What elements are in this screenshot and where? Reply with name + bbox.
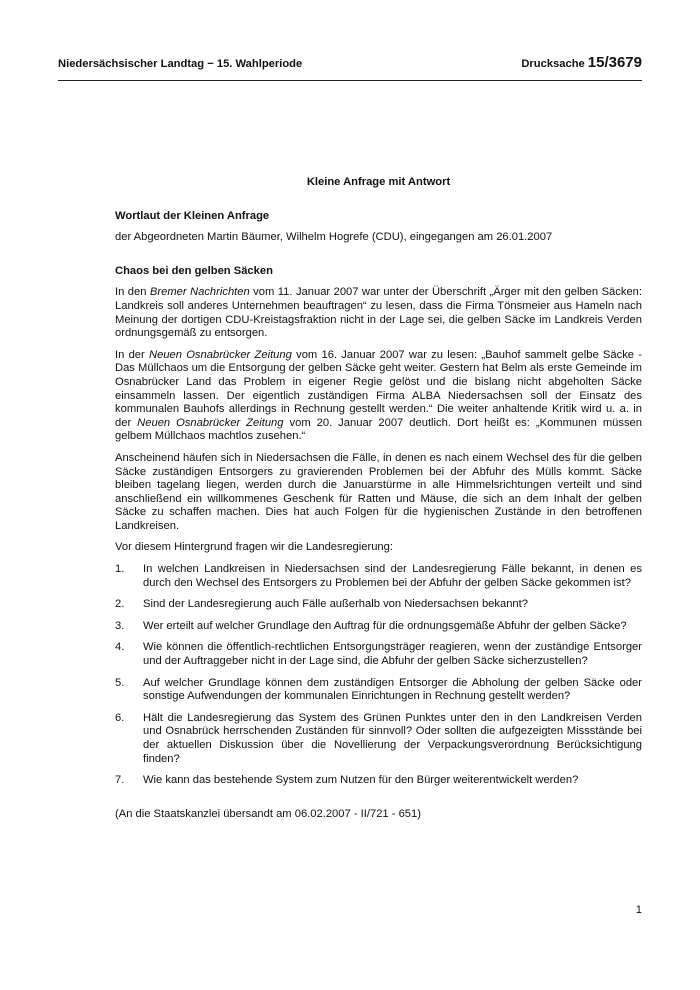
transmittal-note: (An die Staatskanzlei übersandt am 06.02.2007 - II/721 - 651) [115, 807, 421, 820]
paragraph-osnabrueck: In der Neuen Osnabrücker Zeitung vom 16. Januar 2007 war zu lesen: „Bauhof sammelt gelbe Säcke - Das Müllchaos um die Entsorgung der gelben Säcke geht weiter. Gestern hat Belm als erste Gemeinde im Osnabrücker Land das Problem in eigener Regie gelöst und die bislang nicht abgeholten Säcke einsammeln lassen. Der eigentlich zuständigen Firma ALBA Niedersachsen soll der Einsatz des kommunalen Bauhofs allerdings in Rechnung gestellt werden.“ Die weiter anhaltende Kritik wird u. a. in der Neuen Osnabrücker Zeitung vom 20. Januar 2007 deutlich. Dort heißt es: „Kommunen müssen gelbem Müllchaos machtlos zusehen.“ [115, 348, 643, 443]
document-title: Kleine Anfrage mit Antwort [306, 176, 451, 188]
drucksache-label: Drucksache 15/3679 [521, 54, 642, 71]
source-name: Neuen Osnabrücker Zeitung [149, 348, 292, 361]
question-item: 7. Wie kann das bestehende System zum Nutzen für den Bürger weiterentwickelt werden? [115, 774, 579, 787]
page-number: 1 [635, 904, 642, 916]
source-name: Bremer Nachrichten [149, 286, 250, 299]
question-item: 1. In welchen Landkreisen in Niedersachsen sind der Landesregierung Fälle bekannt, in denen es durch den Wechsel des Entsorgers zu Problemen bei der Abfuhr der gelben Säcke gekommen ist? [115, 563, 642, 589]
paragraph-bremer: In den Bremer Nachrichten vom 11. Januar 2007 war unter der Überschrift „Ärger mit den gelben Säcken: Landkreis soll anderes Unternehmen beauftragen“ zu lesen, dass die Firma Tönsmeier aus Hameln nach Meinung der dortigen CDU-Kreistagsfraktion nicht in der Lage sei, die gelben Säcke im Landkreis Verden ordnungsgemäß zu entsorgen. [115, 286, 642, 340]
source-name: Neuen Osnabrücker Zeitung [137, 416, 284, 429]
page-header [58, 54, 642, 71]
drucksache-number: 15/3679 [587, 54, 642, 71]
question-item: 3. Wer erteilt auf welcher Grundlage den Auftrag für die ordnungsgemäße Abfuhr der gelben Säcke? [115, 619, 627, 632]
topic-heading: Chaos bei den gelben Säcken [115, 264, 273, 277]
question-item: 4. Wie können die öffentlich-rechtlichen Entsorgungsträger reagieren, wenn der zuständige Entsorger und der Auftraggeber nicht in der Lage sind, die Abfuhr der gelben Säcke sicherzustellen? [115, 641, 642, 668]
question-list [115, 563, 642, 788]
question-item: 5. Auf welcher Grundlage können dem zuständigen Entsorger die Abholung der gelben Säcke oder sonstige Aufwendungen der kommunalen Einrichtungen in Rechnung gestellt werden? [115, 676, 642, 703]
question-item: 2. Sind der Landesregierung auch Fälle außerhalb von Niedersachsen bekannt? [115, 598, 528, 611]
wortlaut-heading: Wortlaut der Kleinen Anfrage [115, 209, 270, 222]
questions-intro: Vor diesem Hintergrund fragen wir die Landesregierung: [115, 541, 393, 554]
document-body [115, 176, 642, 829]
header-rule [58, 80, 642, 81]
authors-line: der Abgeordneten Martin Bäumer, Wilhelm Hogrefe (CDU), eingegangen am 26.01.2007 [115, 231, 553, 244]
question-item: 6. Hält die Landesregierung das System des Grünen Punktes unter den in den Landkreisen Verden und Osnabrück herrschenden Zuständen für sinnvoll? Oder sollten die aufgezeigten Missstände bei der aktuellen Diskussion über die Novellierung der Verpackungsverordnung Berücksichtigung finden? [115, 711, 642, 765]
parliament-period: Niedersächsischer Landtag − 15. Wahlperiode [58, 58, 303, 70]
paragraph-problems: Anscheinend häufen sich in Niedersachsen die Fälle, in denen es nach einem Wechsel des für die gelben Säcke zuständigen Entsorgers zu gravierenden Problemen bei der Abfuhr des Mülls kommt. Säcke bleiben tagelang liegen, werden durch die Januarstürme in alle Himmelsrichtungen verteilt und sind anschließend ein willkommenes Geschenk für Ratten und Mäuse, die sich an dem Inhalt der gelben Säcke zu schaffen machen. Dies hat auch Folgen für die hygienischen Zustände in den betroffenen Landkreisen. [115, 451, 642, 532]
